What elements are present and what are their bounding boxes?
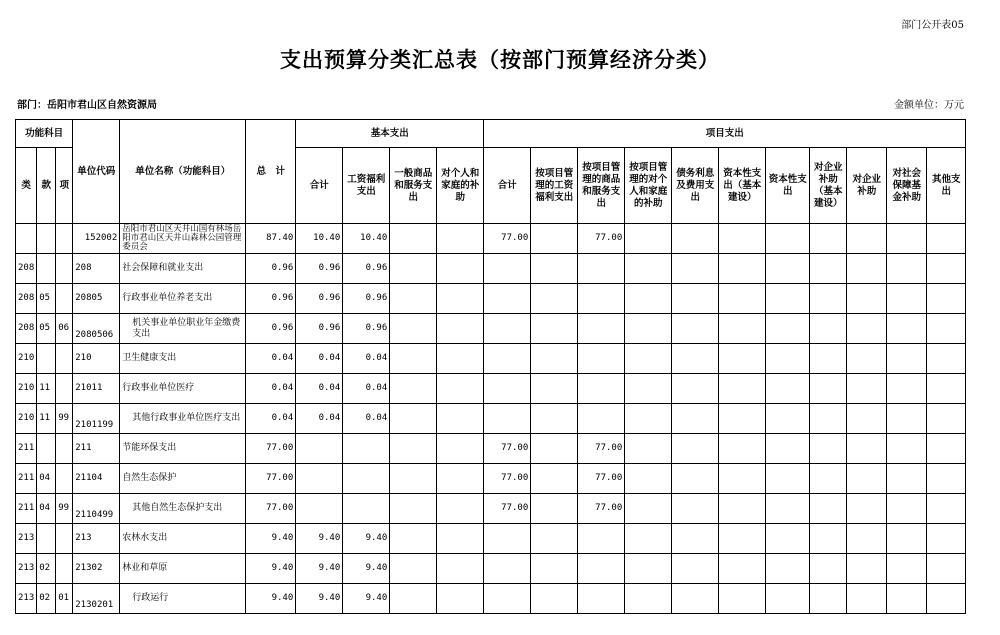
cell-xiang: 01 xyxy=(56,584,73,614)
cell-basic-total: 9.40 xyxy=(296,524,343,554)
cell-xiang xyxy=(56,254,73,284)
cell-unit-code: 2101199 xyxy=(73,404,120,434)
cell-total: 0.04 xyxy=(246,344,296,374)
table-row xyxy=(16,254,966,284)
table-row xyxy=(16,344,966,374)
cell-xiang xyxy=(56,344,73,374)
header-basic-salary: 工资福利支出 xyxy=(343,148,390,224)
currency-unit-label: 金额单位：万元 xyxy=(894,100,964,111)
cell-project-total xyxy=(484,344,531,374)
cell-lei: 210 xyxy=(16,404,37,434)
header-project-personal: 按项目管理的对个人和家庭的补助 xyxy=(625,148,672,224)
cell-lei xyxy=(16,224,37,254)
cell-basic-total: 0.96 xyxy=(296,284,343,314)
cell-project-total xyxy=(484,584,531,614)
header-basic-expenditure: 基本支出 xyxy=(296,120,484,148)
cell-project-total xyxy=(484,314,531,344)
header-project-salary: 按项目管理的工资福利支出 xyxy=(531,148,578,224)
table-row xyxy=(16,224,966,254)
cell-project-goods xyxy=(578,254,625,284)
cell-basic-total: 0.96 xyxy=(296,314,343,344)
header-basic-goods: 一般商品和服务支出 xyxy=(390,148,437,224)
cell-project-total xyxy=(484,554,531,584)
header-xiang: 项 xyxy=(56,148,73,224)
cell-xiang xyxy=(56,374,73,404)
cell-basic-salary: 10.40 xyxy=(343,224,390,254)
cell-xiang: 06 xyxy=(56,314,73,344)
cell-unit-code: 21011 xyxy=(73,374,120,404)
budget-table xyxy=(15,119,966,614)
cell-lei: 211 xyxy=(16,434,37,464)
cell-kuan xyxy=(37,344,56,374)
cell-basic-total: 10.40 xyxy=(296,224,343,254)
header-project-capital-build: 资本性支出（基本建设） xyxy=(719,148,766,224)
cell-unit-name: 卫生健康支出 xyxy=(120,344,246,374)
table-row xyxy=(16,464,966,494)
cell-basic-total: 9.40 xyxy=(296,554,343,584)
header-unit-code: 单位代码 xyxy=(73,120,120,224)
cell-xiang xyxy=(56,464,73,494)
form-number: 部门公开表05 xyxy=(901,20,964,31)
cell-kuan xyxy=(37,224,56,254)
cell-empty xyxy=(531,224,578,254)
cell-basic-total: 0.04 xyxy=(296,404,343,434)
cell-unit-code: 21302 xyxy=(73,554,120,584)
cell-basic-salary: 0.04 xyxy=(343,374,390,404)
cell-kuan xyxy=(37,254,56,284)
cell-lei: 208 xyxy=(16,284,37,314)
cell-unit-name: 农林水支出 xyxy=(120,524,246,554)
header-project-other: 其他支出 xyxy=(927,148,966,224)
cell-unit-name: 其他自然生态保护支出 xyxy=(120,494,246,524)
cell-lei: 213 xyxy=(16,584,37,614)
cell-project-goods xyxy=(578,344,625,374)
cell-kuan: 02 xyxy=(37,584,56,614)
cell-lei: 213 xyxy=(16,524,37,554)
table-row xyxy=(16,524,966,554)
cell-xiang xyxy=(56,284,73,314)
header-project-enterprise: 对企业补助 xyxy=(847,148,887,224)
cell-project-goods xyxy=(578,554,625,584)
table-row xyxy=(16,284,966,314)
department-label: 部门：岳阳市君山区自然资源局 xyxy=(17,100,157,111)
cell-project-total: 77.00 xyxy=(484,434,531,464)
cell-total: 77.00 xyxy=(246,434,296,464)
cell-basic-total: 0.96 xyxy=(296,254,343,284)
cell-unit-name: 林业和草原 xyxy=(120,554,246,584)
cell-lei: 210 xyxy=(16,374,37,404)
header-project-debt: 债务利息及费用支出 xyxy=(672,148,719,224)
table-row xyxy=(16,314,966,344)
cell-project-goods xyxy=(578,284,625,314)
cell-xiang xyxy=(56,434,73,464)
cell-unit-code: 2130201 xyxy=(73,584,120,614)
cell-basic-salary xyxy=(343,434,390,464)
cell-unit-name: 行政事业单位养老支出 xyxy=(120,284,246,314)
table-row xyxy=(16,404,966,434)
cell-total: 77.00 xyxy=(246,464,296,494)
cell-xiang: 99 xyxy=(56,494,73,524)
cell-project-goods: 77.00 xyxy=(578,464,625,494)
table-row xyxy=(16,494,966,524)
cell-basic-salary: 0.96 xyxy=(343,314,390,344)
table-row xyxy=(16,584,966,614)
cell-basic-salary: 9.40 xyxy=(343,554,390,584)
cell-kuan: 02 xyxy=(37,554,56,584)
cell-basic-total xyxy=(296,494,343,524)
cell-unit-code: 21104 xyxy=(73,464,120,494)
cell-unit-code: 20805 xyxy=(73,284,120,314)
cell-basic-total: 9.40 xyxy=(296,584,343,614)
cell-total: 77.00 xyxy=(246,494,296,524)
cell-unit-code: 208 xyxy=(73,254,120,284)
header-kuan: 款 xyxy=(37,148,56,224)
cell-lei: 208 xyxy=(16,254,37,284)
table-row xyxy=(16,554,966,584)
cell-project-goods: 77.00 xyxy=(578,494,625,524)
cell-basic-salary xyxy=(343,464,390,494)
cell-project-goods xyxy=(578,584,625,614)
cell-xiang xyxy=(56,524,73,554)
cell-xiang xyxy=(56,554,73,584)
header-total: 总 计 xyxy=(246,120,296,224)
cell-xiang xyxy=(56,224,73,254)
cell-total: 0.96 xyxy=(246,254,296,284)
cell-unit-code: 2080506 xyxy=(73,314,120,344)
cell-kuan xyxy=(37,434,56,464)
header-project-expenditure: 项目支出 xyxy=(484,120,966,148)
header-func-subject: 功能科目 xyxy=(16,120,73,148)
cell-basic-total: 0.04 xyxy=(296,344,343,374)
cell-kuan xyxy=(37,524,56,554)
cell-project-total xyxy=(484,374,531,404)
cell-basic-total: 0.04 xyxy=(296,374,343,404)
page-title: 支出预算分类汇总表（按部门预算经济分类） xyxy=(280,48,720,72)
header-basic-total: 合计 xyxy=(296,148,343,224)
header-project-goods: 按项目管理的商品和服务支出 xyxy=(578,148,625,224)
cell-unit-name: 节能环保支出 xyxy=(120,434,246,464)
cell-project-total xyxy=(484,404,531,434)
cell-project-goods xyxy=(578,314,625,344)
cell-project-total: 77.00 xyxy=(484,464,531,494)
cell-basic-salary: 0.96 xyxy=(343,254,390,284)
cell-kuan: 11 xyxy=(37,374,56,404)
cell-project-total xyxy=(484,254,531,284)
cell-total: 9.40 xyxy=(246,524,296,554)
header-project-capital: 资本性支出 xyxy=(766,148,810,224)
cell-project-total: 77.00 xyxy=(484,224,531,254)
cell-total: 0.04 xyxy=(246,374,296,404)
header-project-social: 对社会保障基金补助 xyxy=(887,148,927,224)
cell-unit-code: 210 xyxy=(73,344,120,374)
cell-unit-name: 其他行政事业单位医疗支出 xyxy=(120,404,246,434)
cell-total: 0.96 xyxy=(246,284,296,314)
cell-empty xyxy=(390,224,437,254)
cell-total: 87.40 xyxy=(246,224,296,254)
cell-total: 0.96 xyxy=(246,314,296,344)
cell-unit-code: 211 xyxy=(73,434,120,464)
cell-kuan: 05 xyxy=(37,314,56,344)
cell-kuan: 05 xyxy=(37,284,56,314)
header-unit-name: 单位名称（功能科目） xyxy=(120,120,246,224)
cell-lei: 213 xyxy=(16,554,37,584)
cell-empty xyxy=(437,224,484,254)
header-basic-personal: 对个人和家庭的补助 xyxy=(437,148,484,224)
cell-basic-total xyxy=(296,434,343,464)
table-row xyxy=(16,434,966,464)
cell-kuan: 11 xyxy=(37,404,56,434)
cell-unit-name: 岳阳市君山区天井山国有林场岳阳市君山区天井山森林公园管理委员会 xyxy=(120,224,246,254)
cell-unit-code: 213 xyxy=(73,524,120,554)
cell-basic-salary: 9.40 xyxy=(343,584,390,614)
cell-project-goods xyxy=(578,524,625,554)
cell-lei: 211 xyxy=(16,494,37,524)
cell-unit-name: 机关事业单位职业年金缴费支出 xyxy=(120,314,246,344)
cell-basic-salary xyxy=(343,494,390,524)
header-project-total: 合计 xyxy=(484,148,531,224)
cell-project-goods: 77.00 xyxy=(578,434,625,464)
cell-total: 9.40 xyxy=(246,584,296,614)
cell-lei: 210 xyxy=(16,344,37,374)
cell-lei: 211 xyxy=(16,464,37,494)
header-project-enterprise-build: 对企业补助（基本建设） xyxy=(810,148,847,224)
cell-project-total xyxy=(484,284,531,314)
cell-unit-name: 社会保障和就业支出 xyxy=(120,254,246,284)
cell-basic-total xyxy=(296,464,343,494)
cell-total: 9.40 xyxy=(246,554,296,584)
cell-unit-code: 152002 xyxy=(73,224,120,254)
cell-unit-code: 2110499 xyxy=(73,494,120,524)
cell-basic-salary: 0.96 xyxy=(343,284,390,314)
cell-project-goods xyxy=(578,404,625,434)
cell-unit-name: 行政运行 xyxy=(120,584,246,614)
cell-project-total xyxy=(484,524,531,554)
cell-lei: 208 xyxy=(16,314,37,344)
cell-project-total: 77.00 xyxy=(484,494,531,524)
cell-unit-name: 行政事业单位医疗 xyxy=(120,374,246,404)
cell-unit-name: 自然生态保护 xyxy=(120,464,246,494)
table-row xyxy=(16,374,966,404)
cell-project-goods: 77.00 xyxy=(578,224,625,254)
cell-xiang: 99 xyxy=(56,404,73,434)
cell-basic-salary: 0.04 xyxy=(343,344,390,374)
cell-basic-salary: 0.04 xyxy=(343,404,390,434)
header-lei: 类 xyxy=(16,148,37,224)
cell-project-goods xyxy=(578,374,625,404)
cell-kuan: 04 xyxy=(37,464,56,494)
cell-total: 0.04 xyxy=(246,404,296,434)
cell-kuan: 04 xyxy=(37,494,56,524)
cell-basic-salary: 9.40 xyxy=(343,524,390,554)
